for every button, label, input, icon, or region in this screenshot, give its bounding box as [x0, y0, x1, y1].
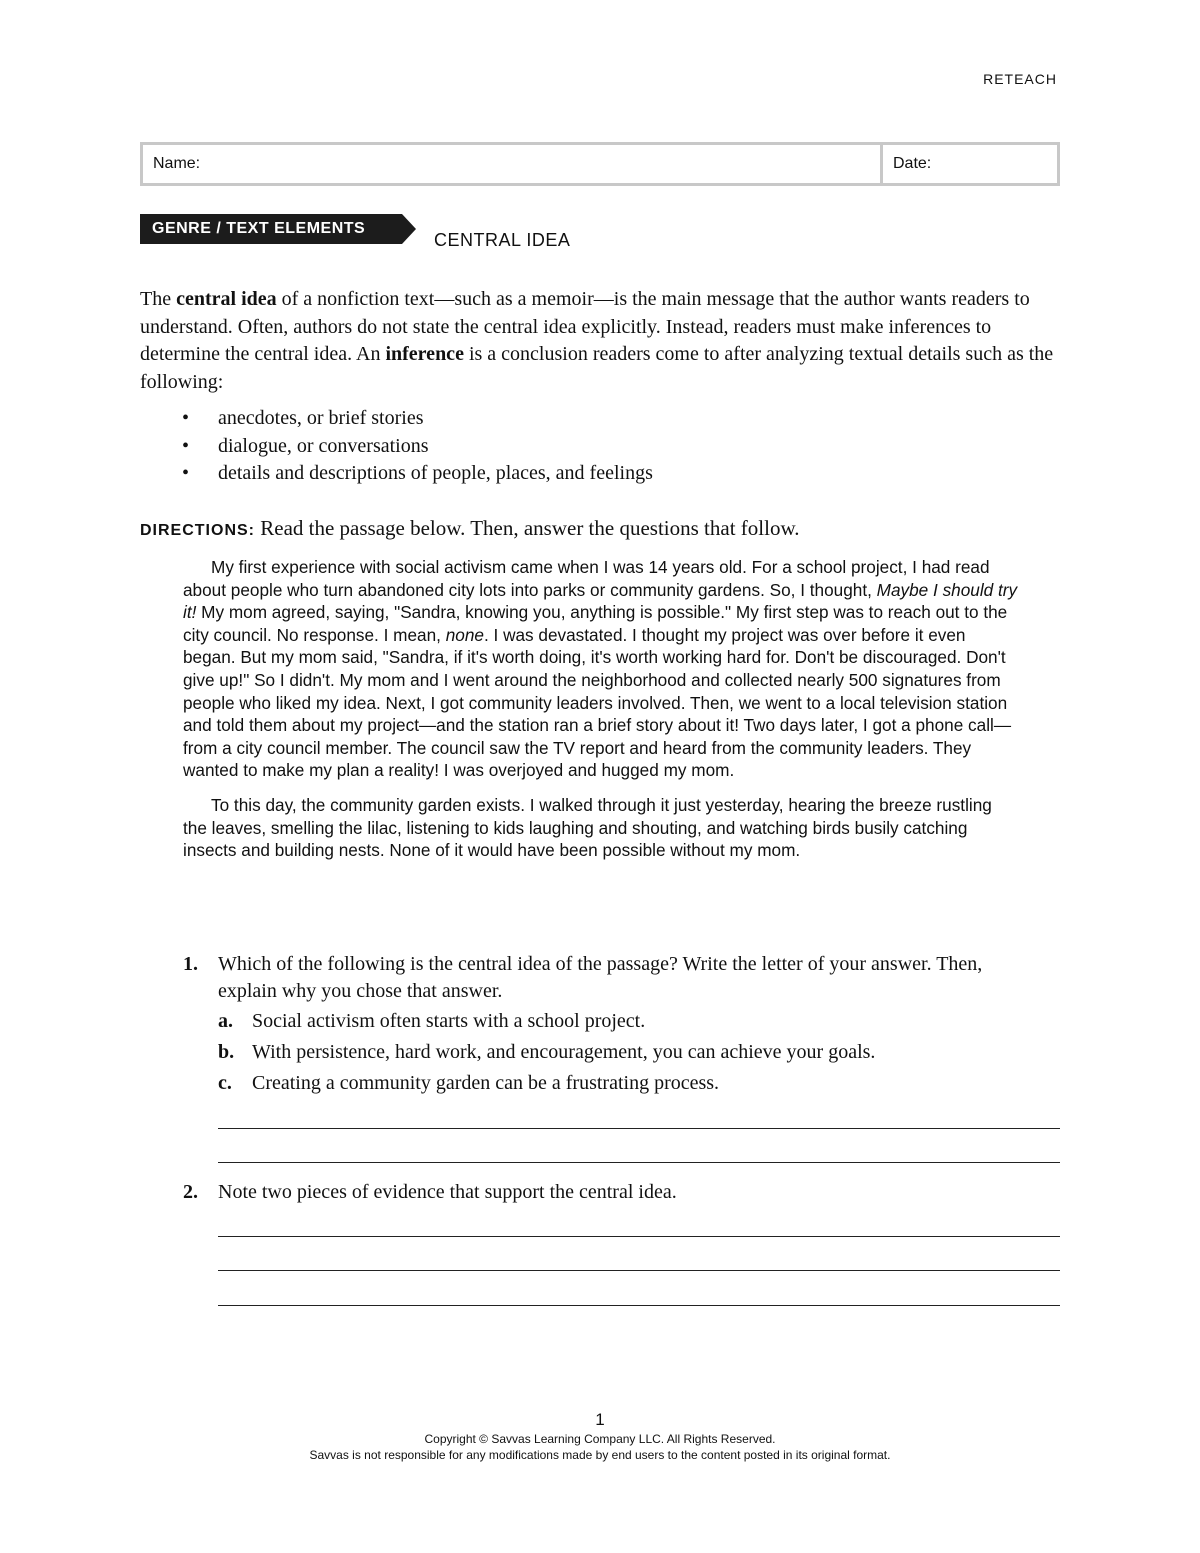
genre-tag-arrow: [402, 214, 416, 244]
question-number: 2.: [183, 1181, 198, 1203]
disclaimer: Savvas is not responsible for any modifications made by end users to the content posted in its original format.: [309, 1448, 891, 1462]
passage-paragraph-2: To this day, the community garden exists. I walked through it just yesterday, hearing the breeze rustling the leaves, smelling the lilac, listening to kids laughing and shouting, and watching birds busily catching insects and building nests. None of it would have been possible without my mom.: [183, 794, 992, 861]
term-inference: inference: [385, 343, 464, 365]
name-date-box: [140, 142, 1060, 186]
answer-line[interactable]: [218, 1305, 1060, 1306]
genre-tag-label: GENRE / TEXT ELEMENTS: [140, 214, 402, 244]
name-field[interactable]: [143, 145, 883, 183]
list-item: • details and descriptions of people, places, and feelings: [182, 462, 653, 484]
date-field[interactable]: [883, 145, 1057, 183]
answer-line[interactable]: [218, 1162, 1060, 1163]
bullet-list: [182, 405, 653, 488]
answer-line[interactable]: [218, 1270, 1060, 1271]
term-central-idea: central idea: [176, 288, 277, 310]
directions-label: DIRECTIONS:: [140, 522, 255, 539]
question-text: Note two pieces of evidence that support the central idea.: [218, 1181, 677, 1203]
option-b: b. With persistence, hard work, and encouragement, you can achieve your goals.: [218, 1041, 876, 1063]
passage-paragraph-1: My first experience with social activism came when I was 14 years old. For a school project, I had read about people who turn abandoned city lots into parks or community gardens. So, I thought, Maybe I should try it! My mom agreed, saying, "Sandra, knowing you, anything is possible." My first step was to reach out to the city council. No response. I mean, none. I was devastated. I thought my project was over before it even began. But my mom said, "Sandra, if it's worth doing, it's worth working hard for. Don't be discouraged. Don't give up!" So I didn't. My mom and I went around the neighborhood and collected nearly 500 signatures from people who liked my idea. Next, I got community leaders involved. Then, we went to a local television station and told them about my project—and the station ran a brief story about it! Two days later, I got a phone call—from a city council member. The council saw the TV report and heard from the community leaders. They wanted to make my plan a reality! I was overjoyed and hugged my mom.: [183, 557, 1018, 781]
name-label: Name:: [153, 155, 201, 172]
intro-paragraph: The central idea of a nonfiction text—such as a memoir—is the main message that the author wants readers to understand. Often, authors do not state the central idea explicitly. Instead, readers must make inferences to determine the central idea. An inference is a conclusion readers come to after analyzing textual details such as the following:: [140, 288, 1054, 393]
directions-text: Read the passage below. Then, answer the questions that follow.: [255, 516, 800, 540]
copyright: Copyright © Savvas Learning Company LLC. All Rights Reserved.: [424, 1432, 776, 1446]
passage: [183, 556, 1018, 874]
reteach-label: RETEACH: [983, 71, 1057, 87]
section-title: CENTRAL IDEA: [434, 230, 571, 250]
list-item: • dialogue, or conversations: [182, 434, 429, 457]
option-a: a. Social activism often starts with a school project.: [218, 1010, 646, 1032]
directions: [140, 516, 800, 541]
option-c: c. Creating a community garden can be a frustrating process.: [218, 1072, 720, 1094]
answer-line[interactable]: [218, 1128, 1060, 1129]
page-number: 1: [595, 1410, 605, 1429]
question-number: 1.: [183, 953, 198, 975]
date-label: Date:: [893, 155, 932, 172]
question-text: Which of the following is the central idea of the passage? Write the letter of your answer. Then, explain why you chose that answer.: [218, 953, 983, 1002]
answer-line[interactable]: [218, 1236, 1060, 1237]
list-item: • anecdotes, or brief stories: [182, 407, 424, 429]
